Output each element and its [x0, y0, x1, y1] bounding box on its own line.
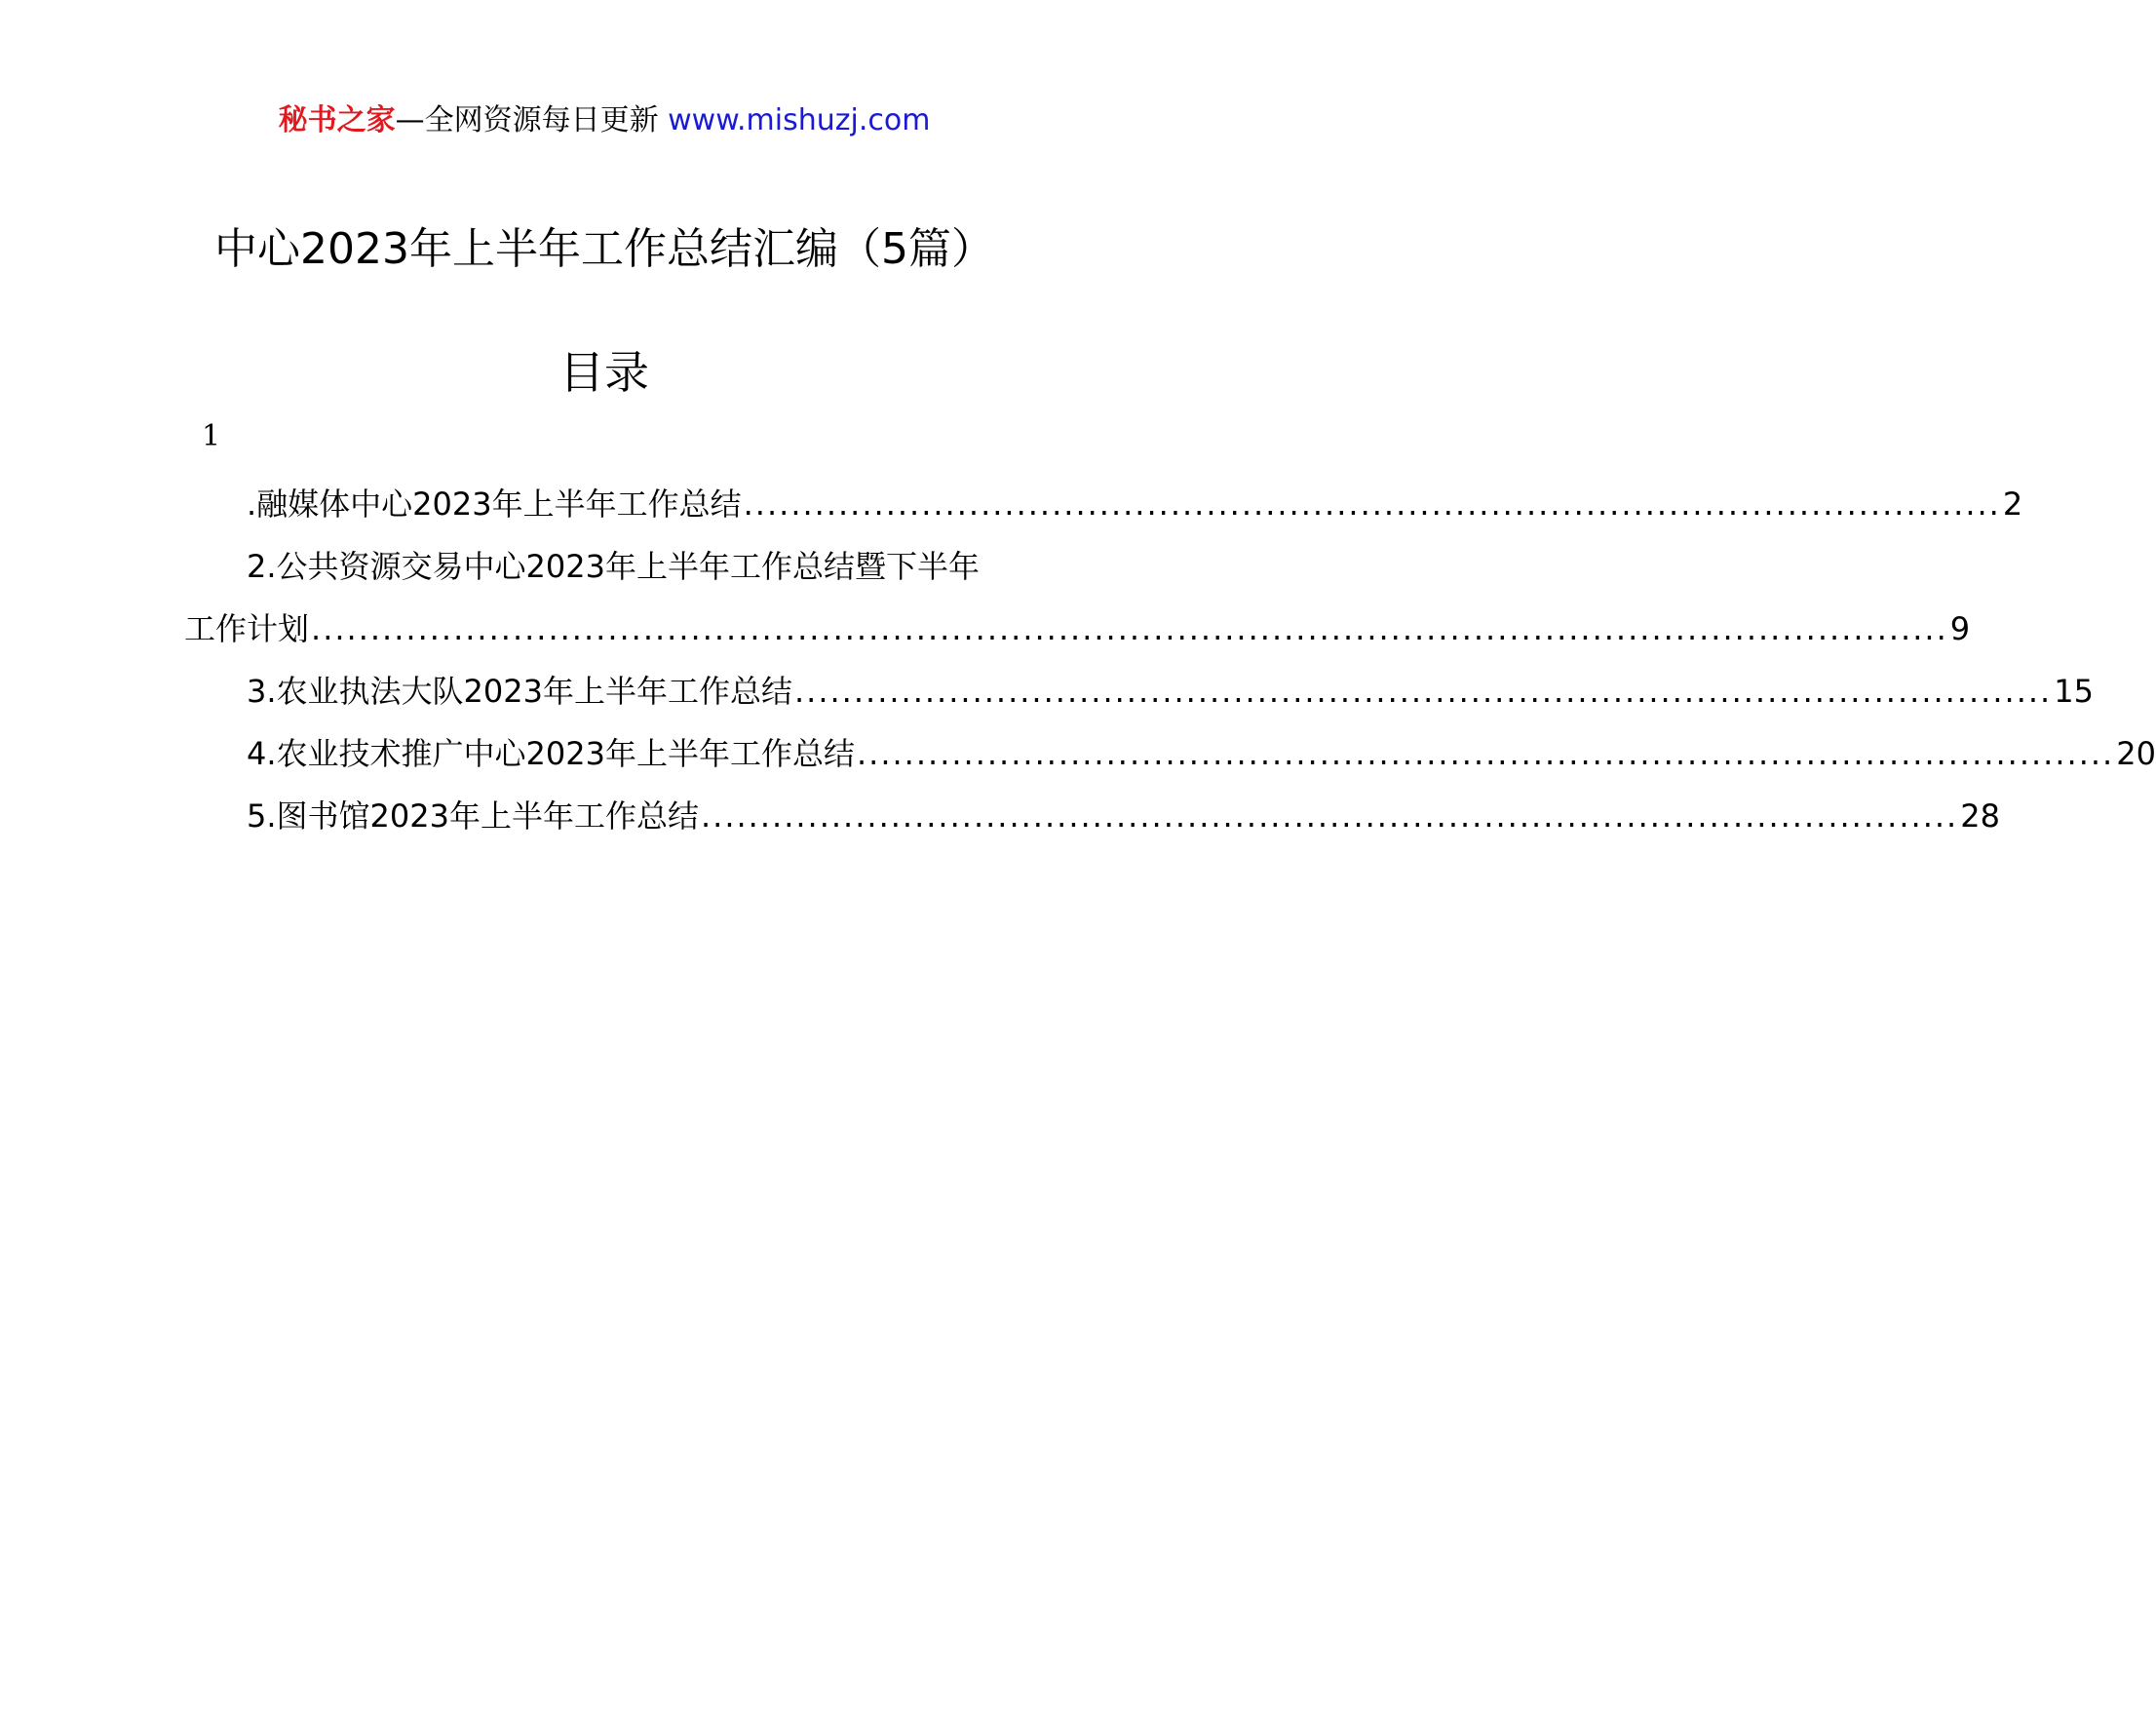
toc-dot-leader: ..........................................................................................................: [793, 673, 2053, 710]
toc-entry-3[interactable]: [184, 660, 2094, 722]
toc-entry-label: .融媒体中心2023年上半年工作总结: [247, 486, 742, 523]
toc-dot-leader: ..........................................................................................................: [700, 797, 1959, 835]
toc-entry-label: 4.农业技术推广中心2023年上半年工作总结: [247, 735, 855, 772]
brand-name: 秘书之家: [278, 103, 396, 137]
toc-page-number: 2: [2002, 486, 2023, 523]
toc-heading: 目录: [559, 346, 649, 399]
document-title: 中心2023年上半年工作总结汇编（5篇）: [214, 224, 994, 274]
toc-page-number: 28: [1960, 797, 2000, 835]
toc-page-number: 9: [1949, 610, 1971, 647]
site-header: [0, 101, 1209, 140]
site-url-link[interactable]: www.mishuzj.com: [668, 103, 931, 137]
header-tagline: —全网资源每日更新: [395, 103, 669, 137]
toc-dot-leader: ..........................................................................................................................................: [311, 610, 1948, 647]
toc-page-number: 15: [2054, 673, 2094, 710]
stray-number: 1: [202, 419, 221, 453]
table-of-contents: [184, 473, 2156, 847]
toc-dot-leader: ..........................................................................................................: [743, 486, 2001, 523]
toc-entry-label: 2.公共资源交易中心2023年上半年工作总结暨下半年: [247, 548, 980, 585]
toc-entry-label: 3.农业执法大队2023年上半年工作总结: [247, 673, 792, 710]
toc-dot-leader: ..........................................................................................................: [856, 735, 2115, 772]
toc-entry-5[interactable]: [184, 785, 2000, 847]
toc-entry-label: 5.图书馆2023年上半年工作总结: [247, 797, 699, 835]
toc-entry-1[interactable]: [184, 473, 2023, 535]
toc-entry-continuation: 工作计划: [184, 610, 310, 647]
toc-entry-2[interactable]: [184, 535, 1022, 598]
toc-page-number: 20: [2116, 735, 2156, 772]
toc-entry-4[interactable]: [184, 722, 2156, 785]
toc-entry-2-continuation[interactable]: [184, 598, 1971, 660]
